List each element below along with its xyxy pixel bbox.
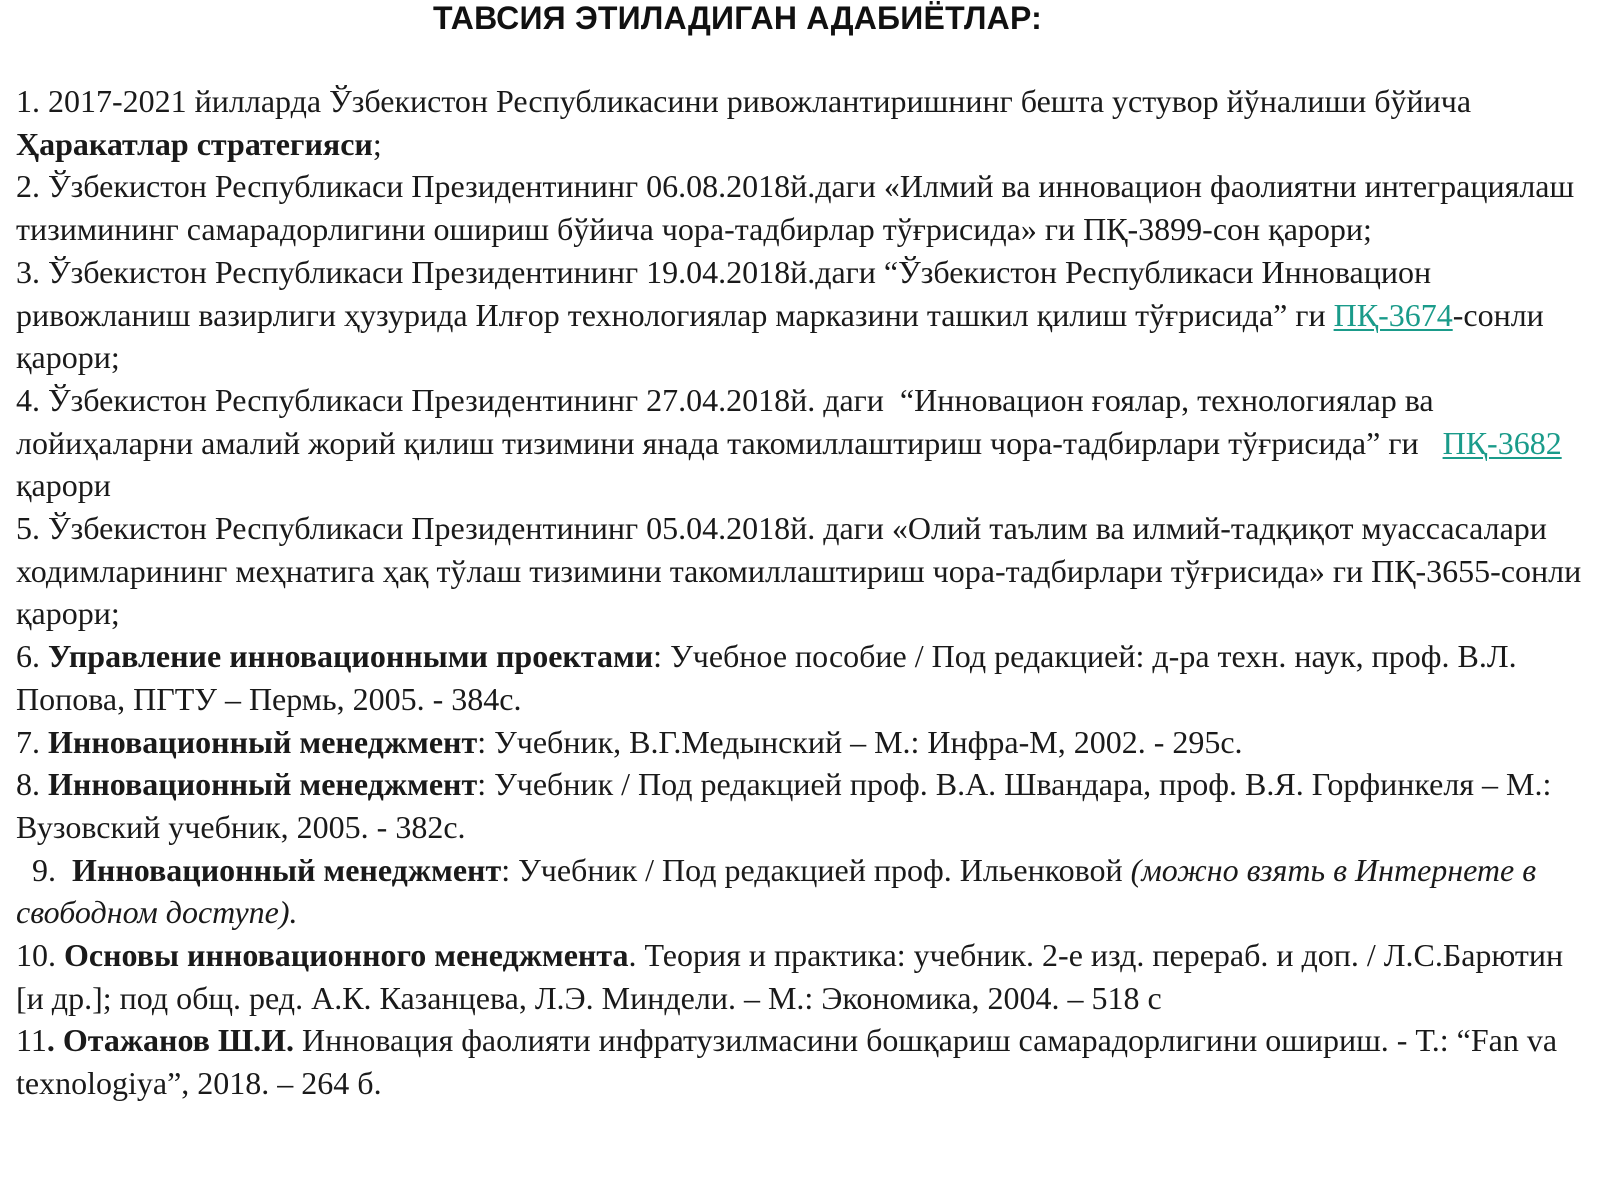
reference-italic-note: (можно взять в Интернете в свободном доступе). — [16, 851, 1537, 931]
decree-link-pk-3682[interactable]: ПҚ-3682 — [1442, 424, 1562, 461]
reference-text: : Учебное пособие / Под редакцией: д-ра техн. наук, проф. В.Л. Попова, ПГТУ – Пермь, 2005. - 384с. — [16, 638, 1517, 717]
reference-text-end: -сонли қарори; — [16, 296, 1544, 376]
reference-bold-title: Инновационный менеджмент — [48, 766, 478, 803]
reference-bold-title: Инновационный менеджмент — [48, 723, 478, 760]
reference-bold-title: . Отажанов Ш.И. — [46, 1022, 294, 1059]
reference-text: Ўзбекистон Республикаси Президентининг 27.04.2018й. даги “Инновацион ғоялар, технологиялар ва лойиҳаларни амалий жорий қилиш тизимини янада такомиллаштириш чора-тадбирлари тўғрисида” ги — [16, 381, 1443, 461]
reference-item-8 — [16, 763, 1588, 848]
reference-number: 6. — [16, 638, 48, 675]
reference-text: Инновация фаолияти инфратузилмасини бошқариш самарадорлигини ошириш. - Т.: “Fan va texnologiya”, 2018. – 264 б. — [16, 1022, 1558, 1102]
page-title: ТАВСИЯ ЭТИЛАДИГАН АДАБИЁТЛАР: — [433, 0, 1042, 36]
reference-number: 4. — [16, 381, 48, 418]
reference-text: Ўзбекистон Республикаси Президентининг 05.04.2018й. даги «Олий таълим ва илмий-тадқиқот муассасалари ходимларининг меҳнатига ҳақ тўлаш тизимини такомиллаштириш чора-тадбирлари тўғрисида» ги ПҚ-3655-сонли қарори; — [16, 510, 1582, 632]
reference-text: . Теория и практика: учебник. 2-е изд. перераб. и доп. / Л.С.Барютин [и др.]; под общ. ред. А.К. Казанцева, Л.Э. Миндели. – М.: Экономика, 2004. – 518 с — [16, 937, 1564, 1016]
reference-item-4 — [16, 379, 1588, 507]
reference-item-10 — [16, 934, 1588, 1019]
reference-text: 2017-2021 йилларда Ўзбекистон Республикасини ривожлантиришнинг бешта устувор йўналиши бўйича — [48, 83, 1472, 119]
reference-number: 10. — [16, 937, 64, 974]
reference-item-9 — [16, 849, 1588, 934]
reference-item-6 — [16, 635, 1588, 720]
decree-link-pk-3674[interactable]: ПҚ-3674 — [1333, 296, 1453, 333]
reference-bold-title: Основы инновационного менеджмента — [64, 937, 629, 974]
reference-number: 9. — [16, 851, 72, 888]
reference-text: : Учебник, В.Г.Медынский – М.: Инфра-М, 2002. - 295с. — [477, 723, 1243, 760]
reference-bold-title: Инновационный менеджмент — [72, 851, 502, 888]
reference-item-3 — [16, 251, 1588, 379]
reference-number: 2. — [16, 168, 48, 205]
reference-bold-title: Ҳаракатлар стратегияси — [16, 125, 373, 162]
reference-item-1 — [16, 80, 1588, 165]
reference-item-5 — [16, 507, 1588, 635]
reference-text: : Учебник / Под редакцией проф. В.А. Швандара, проф. В.Я. Горфинкеля – М.: Вузовский учебник, 2005. - 382с. — [16, 766, 1552, 845]
reference-text-end: қарори — [16, 424, 1578, 504]
reference-bold-title: Управление инновационными проектами — [48, 638, 654, 675]
reference-number: 7. — [16, 723, 48, 760]
reference-number: 3. — [16, 253, 48, 290]
reference-item-2 — [16, 165, 1588, 250]
reference-number: 8. — [16, 766, 48, 803]
reference-item-11 — [16, 1019, 1588, 1104]
reference-text: Ўзбекистон Республикаси Президентининг 06.08.2018й.даги «Илмий ва инновацион фаолиятни интеграциялаш тизимининг самарадорлигини ошириш бўйича чора-тадбирлар тўғрисида» ги ПҚ-3899-сон қарори; — [16, 168, 1575, 248]
reference-number: 11 — [16, 1022, 47, 1059]
reference-number: 5. — [16, 510, 48, 547]
reference-number: 1. — [16, 83, 48, 119]
reference-text-end: ; — [372, 125, 382, 162]
reference-list — [16, 80, 1588, 1105]
reference-text: Ўзбекистон Республикаси Президентининг 19.04.2018й.даги “Ўзбекистон Республикаси Инновацион ривожланиш вазирлиги ҳузурида Илғор технологиялар марказини ташкил қилиш тўғрисида” ги — [16, 253, 1432, 333]
reference-item-7 — [16, 721, 1588, 764]
reference-text: : Учебник / Под редакцией проф. Ильенковой — [501, 851, 1131, 888]
